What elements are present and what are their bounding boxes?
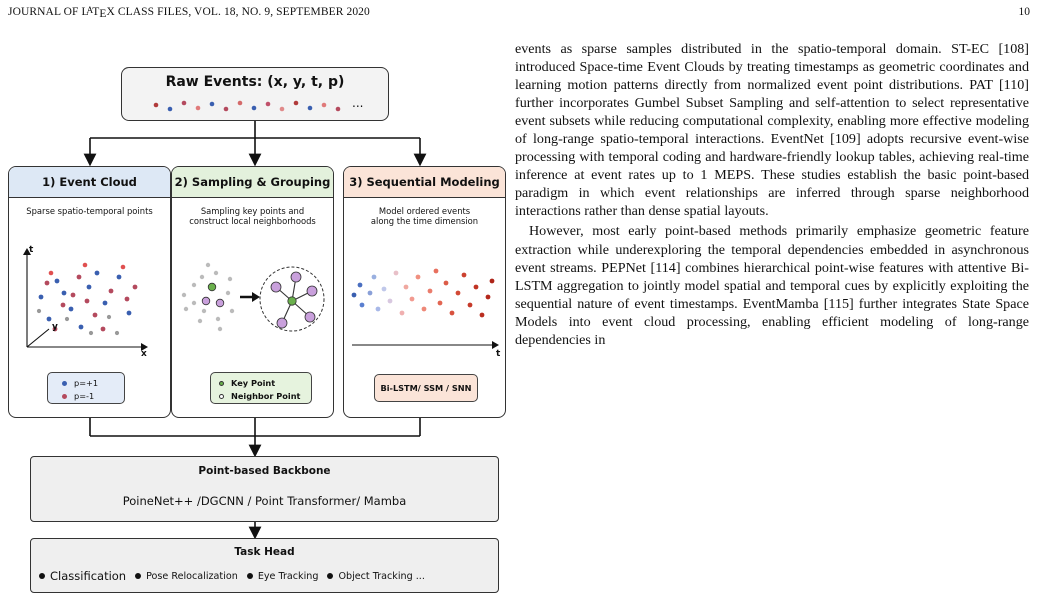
panel-sequential-subtitle-2: along the time dimension bbox=[370, 216, 479, 226]
task-pose-relocalization: Pose Relocalization bbox=[146, 570, 238, 582]
key-point-dot bbox=[219, 381, 224, 386]
panel-sequential-title: 3) Sequential Modeling bbox=[344, 167, 505, 198]
polarity-legend bbox=[47, 372, 125, 404]
bullet-icon bbox=[327, 573, 333, 579]
pos-polarity-dot bbox=[62, 381, 67, 386]
header-journal-prefix: JOURNAL OF LATEX CLASS FILES, VOL. 18, NO. 9, SEPTEMBER 2020 bbox=[8, 5, 370, 20]
axis-y-label: y bbox=[52, 322, 58, 332]
axis-t-label: t bbox=[29, 245, 34, 255]
neighbor-point-label: Neighbor Point bbox=[231, 391, 301, 401]
key-point-label: Key Point bbox=[231, 378, 276, 388]
body-text-column bbox=[515, 40, 1029, 349]
panel-sampling-title: 2) Sampling & Grouping bbox=[172, 167, 333, 198]
sequential-plot bbox=[344, 247, 506, 357]
page-number: 10 bbox=[1018, 6, 1030, 18]
sequential-model-text: Bi-LSTM/ SSM / SNN bbox=[380, 383, 472, 393]
task-list bbox=[39, 569, 494, 583]
raw-events-box bbox=[121, 67, 389, 121]
panel-event-cloud-title: 1) Event Cloud bbox=[9, 167, 170, 198]
panel-sequential-modeling bbox=[343, 166, 506, 418]
seq-axis-t-label: t bbox=[496, 349, 501, 359]
task-head-title: Task Head bbox=[234, 546, 295, 558]
task-item bbox=[135, 571, 238, 582]
sampling-legend bbox=[210, 372, 312, 404]
neighbor-point-dot bbox=[219, 394, 224, 399]
backbone-title: Point-based Backbone bbox=[198, 465, 331, 477]
bullet-icon bbox=[247, 573, 253, 579]
raw-events-ellipsis: ... bbox=[352, 96, 364, 110]
paragraph-2: However, most early point-based methods primarily emphasize geometric feature extraction while underexploring the temporal dependencies embedded in asynchronous event streams. PEPNet [114] combines hierarchical point-wise features with attentive Bi-LSTM aggregation to jointly model spatial and temporal cues by explicitly exploiting the sequential nature of event timestamps. EventMamba [115] further integrates State Space Models into event cloud processing, enabling efficient modeling of long-range dependencies in bbox=[515, 223, 1029, 348]
backbone-models: PoineNet++ /DGCNN / Point Transformer/ Mamba bbox=[122, 494, 407, 508]
neg-polarity-label: p=-1 bbox=[74, 391, 95, 401]
panel-sampling-grouping bbox=[171, 166, 334, 418]
task-eye-tracking: Eye Tracking bbox=[257, 570, 319, 582]
task-item bbox=[247, 571, 319, 582]
task-item bbox=[327, 571, 424, 582]
task-head-box bbox=[30, 538, 499, 593]
sequential-model-label bbox=[374, 374, 478, 402]
bullet-icon bbox=[39, 573, 45, 579]
axis-x-label: x bbox=[141, 349, 147, 359]
task-classification: Classification bbox=[50, 569, 127, 583]
panel-sequential-subtitle-1: Model ordered events bbox=[378, 206, 471, 216]
raw-events-dots bbox=[122, 68, 390, 122]
point-backbone-box bbox=[30, 456, 499, 522]
sampling-diagram bbox=[172, 247, 334, 357]
panel-sampling-subtitle-2: construct local neighborhoods bbox=[189, 216, 316, 226]
bullet-icon bbox=[135, 573, 141, 579]
panel-sampling-subtitle-1: Sampling key points and bbox=[200, 206, 305, 216]
task-item bbox=[39, 569, 126, 583]
raw-events-title: Raw Events: (x, y, t, p) bbox=[165, 74, 345, 90]
pos-polarity-label: p=+1 bbox=[74, 378, 99, 388]
paragraph-1: events as sparse samples distributed in the spatio-temporal domain. ST-EC [108] introduced Space-time Event Clouds by treating timestamps as geometric coordinates and learning motion patterns directly from normalized event point distributions. PAT [110] further incorporates Gumbel Subset Sampling and self-attention to select representative event subsets while reducing computational complexity, enabling more effective modeling of long-range spatio-temporal interactions. EventNet [109] adopts recursive event-wise processing with temporal coding and hardware-friendly lookup tables, achieving real-time inference at event rates up to 1 MEPS. These studies establish the basic point-based paradigm in which event relationships are inferred through sparse neighborhood interactions rather than dense spatial layouts. bbox=[515, 41, 1029, 220]
task-object-tracking: Object Tracking ... bbox=[338, 570, 425, 582]
panel-event-cloud bbox=[8, 166, 171, 418]
event-cloud-plot bbox=[9, 237, 171, 387]
neg-polarity-dot bbox=[62, 394, 67, 399]
panel-event-cloud-subtitle: Sparse spatio-temporal points bbox=[26, 206, 153, 216]
